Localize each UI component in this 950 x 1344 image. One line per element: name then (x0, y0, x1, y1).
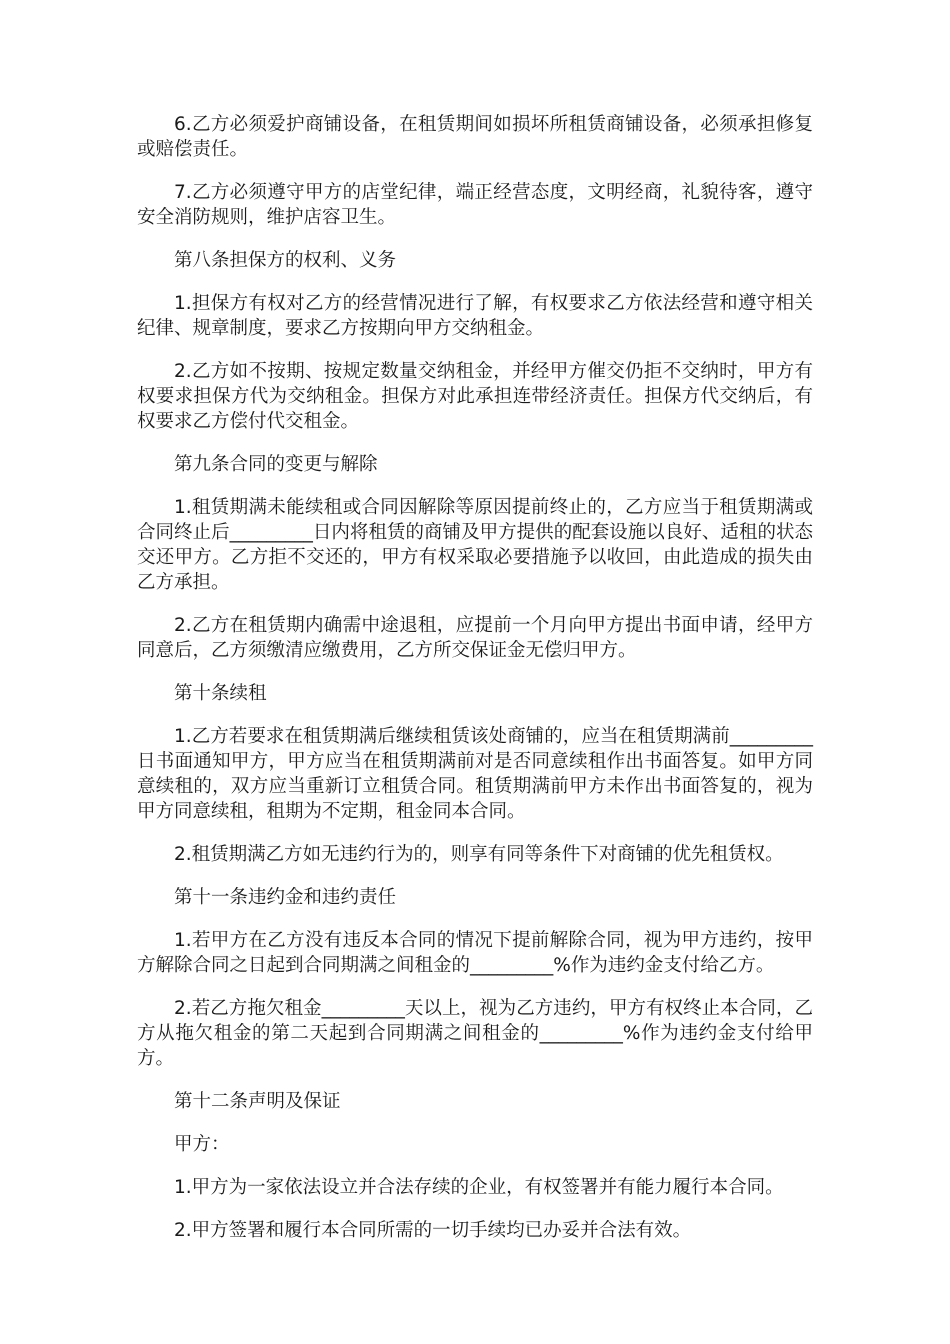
article-8-heading: 第八条担保方的权利、义务 (174, 250, 397, 271)
clause-6-equipment-care: 6.乙方必须爱护商铺设备，在租赁期间如损坏所租赁商铺设备，必须承担修复或赔偿责任。 (137, 114, 813, 160)
article-11-item-2: 2.若乙方拖欠租金_________天以上，视为乙方违约，甲方有权终止本合同，乙方从拖欠租金的第二天起到合同期满之间租金的_________%作为违约金支付给甲方。 (137, 998, 813, 1069)
article-9-heading: 第九条合同的变更与解除 (174, 454, 378, 475)
document-body (137, 112, 813, 1261)
article-8-item-1: 1.担保方有权对乙方的经营情况进行了解，有权要求乙方依法经营和遵守相关纪律、规章制度，要求乙方按期向甲方交纳租金。 (137, 293, 813, 339)
article-12-heading: 第十二条声明及保证 (174, 1091, 341, 1112)
article-9-item-2: 2.乙方在租赁期内确需中途退租，应提前一个月向甲方提出书面申请，经甲方同意后，乙方须缴清应缴费用，乙方所交保证金无偿归甲方。 (137, 615, 813, 661)
clause-7-store-discipline: 7.乙方必须遵守甲方的店堂纪律，端正经营态度，文明经商，礼貌待客，遵守安全消防规则，维护店容卫生。 (137, 182, 813, 228)
article-10-item-1: 1.乙方若要求在租赁期满后继续租赁该处商铺的，应当在租赁期满前_________日书面通知甲方，甲方应当在租赁期满前对是否同意续租作出书面答复。如甲方同意续租的，双方应当重新订立租赁合同。租赁期满前甲方未作出书面答复的，视为甲方同意续租，租期为不定期，租金同本合同。 (137, 726, 813, 822)
party-a-label: 甲方： (174, 1134, 230, 1155)
article-10-item-2: 2.租赁期满乙方如无违约行为的，则享有同等条件下对商铺的优先租赁权。 (174, 844, 784, 865)
article-9-item-1: 1.租赁期满未能续租或合同因解除等原因提前终止的，乙方应当于租赁期满或合同终止后_________日内将租赁的商铺及甲方提供的配套设施以良好、适租的状态交还甲方。乙方拒不交还的，甲方有权采取必要措施予以收回，由此造成的损失由乙方承担。 (137, 497, 813, 593)
article-11-heading: 第十一条违约金和违约责任 (174, 887, 397, 908)
party-a-item-1: 1.甲方为一家依法设立并合法存续的企业，有权签署并有能力履行本合同。 (174, 1177, 784, 1198)
article-10-heading: 第十条续租 (174, 683, 267, 704)
party-a-item-2: 2.甲方签署和履行本合同所需的一切手续均已办妥并合法有效。 (174, 1220, 692, 1241)
article-8-item-2: 2.乙方如不按期、按规定数量交纳租金，并经甲方催交仍拒不交纳时，甲方有权要求担保方代为交纳租金。担保方对此承担连带经济责任。担保方代交纳后，有权要求乙方偿付代交租金。 (137, 361, 813, 432)
article-11-item-1: 1.若甲方在乙方没有违反本合同的情况下提前解除合同，视为甲方违约，按甲方解除合同之日起到合同期满之间租金的_________%作为违约金支付给乙方。 (137, 930, 813, 976)
